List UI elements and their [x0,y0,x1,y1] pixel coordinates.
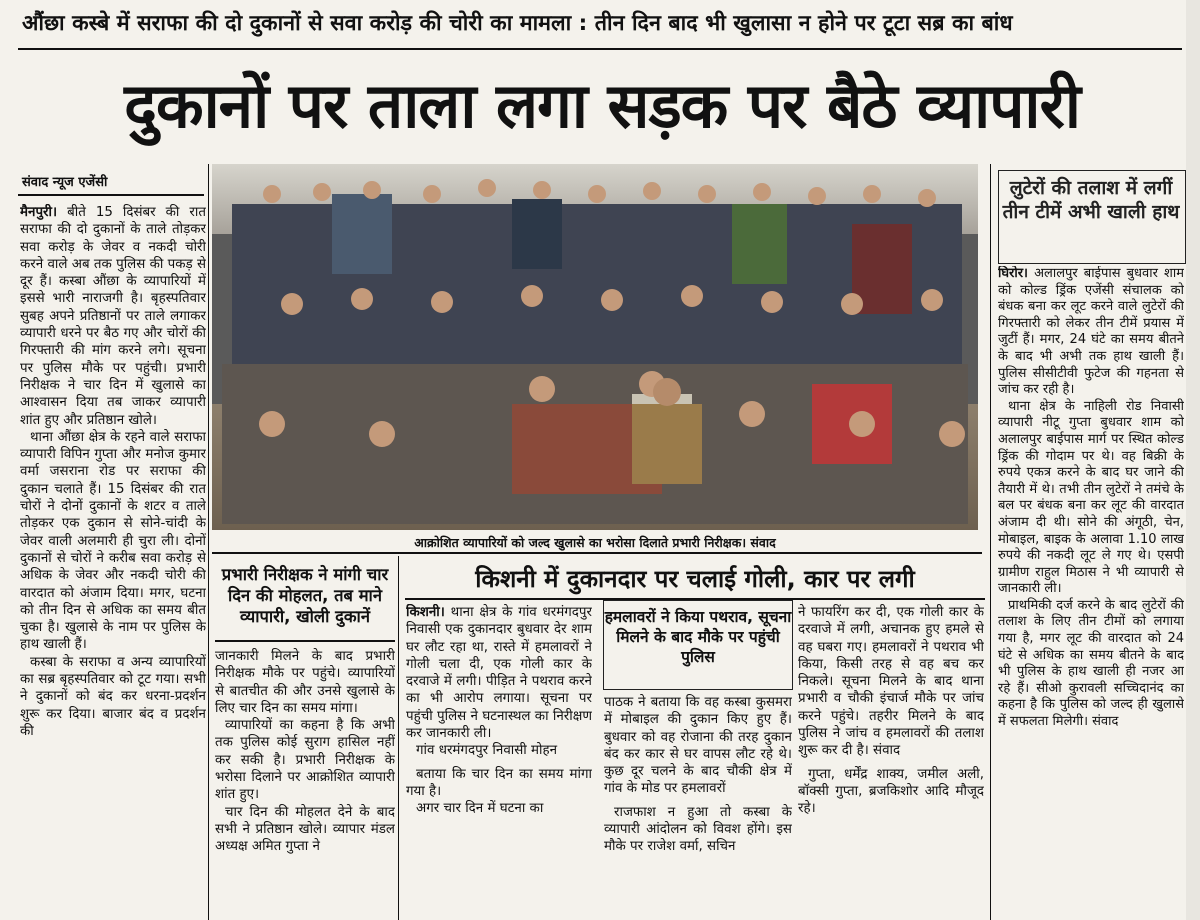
sidebar-paragraph: अलालपुर बाईपास बुधवार शाम को कोल्ड ड्रिंक एजेंसी संचालक को बंधक बना कर लूट करने वाले लुटेरों की गिरफ्तारी को लेकर तीन टीमें प्रयास में जुटीं हैं। मगर, 24 घंटे का समय बीतने के बाद भी अभी तक हाथ खाली हैं। पुलिस सीसीटीवी फुटेज की गहनता से जांच कर रही है। [998,266,1184,398]
dateline: मैनपुरी। [20,205,58,220]
story-paragraph: कस्बा के सराफा व अन्य व्यापारियों का सब्र बृहस्पतिवार को टूट गया। सभी ने दुकानों को बंद कर धरना-प्रदर्शन शुरू कर दिया। बाजार बंद व प्रदर्शन की [20,654,206,739]
sidebar-column [998,266,1184,906]
byline-rule [18,194,204,196]
substory-column [215,648,395,918]
story-paragraph: थाना औंछा क्षेत्र के रहने वाले सराफा व्यापारी विपिन गुप्ता और मनोज कुमार वर्मा जसराना रोड पर सराफा की दुकान चलाते हैं। 15 दिसंबर की रात चोरों ने दोनों दुकानों के शटर व ताले तोड़कर एक दुकान से सोने-चांदी के जेवर वाली अलमारी ही चुरा ली। दोनों दुकानों से चोरों ने करीब सवा करोड़ से अधिक के जेवर और नकदी चोरी की वारदात को अंजाम दिया। मगर, घटना को तीन दिन से अधिक का समय बीत चुका है। खुलासे के नाम पर पुलिस के हाथ खाली हैं। [20,429,206,653]
story2-boxed-subhead: हमलावरों ने किया पथराव, सूचना मिलने के बाद मौके पर पहुंची पुलिस [603,600,793,690]
kicker-strapline: औंछा कस्बे में सराफा की दो दुकानों से सवा करोड़ की चोरी का मामला : तीन दिन बाद भी खुलासा न होने पर टूटा सब्र का बांध [22,11,1013,36]
column-divider [990,164,991,920]
adjacent-page-edge [1186,0,1200,920]
story2-headline: किशनी में दुकानदार पर चलाई गोली, कार पर लगी [475,565,915,593]
story2-paragraph: बताया कि चार दिन का समय मांगा गया है। [406,766,592,799]
crowd-seated [222,364,968,524]
story2-paragraph: गांव धरमंगदपुर निवासी मोहन [416,743,558,759]
story2-paragraph: थाना क्षेत्र के गांव धरमंगदपुर निवासी एक दुकानदार बुधवार देर शाम घर लौट रहा था, रास्ते में हमलावरों ने गोली चला दी, एक गोली कार के दरवाजे में लगी। पीड़ित ने पथराव करने का भी आरोप लगाया। सूचना पर पहुंची पुलिस ने घटनास्थल का निरीक्षण कर जानकारी ली। [406,605,592,742]
story2-dateline: किशनी। [406,605,445,620]
story2-paragraph: अगर चार दिन में घटना का [416,801,544,817]
story2-column-3 [798,604,984,920]
story2-paragraph: ने फायरिंग कर दी, एक गोली कार के दरवाजे में लगी, अचानक हुए हमले से वह घबरा गए। हमलावरों ने पथराव भी किया, किसी तरह से वह बच कर निकले। सूचना मिलने के बाद थाना प्रभारी व चौकी इंचार्ज मौके पर जांच करने पहुंचे। तहरीर मिलने के बाद पुलिस ने जांच व हमलावरों की तलाश शुरू कर दी है। संवाद [798,605,984,759]
main-headline: दुकानों पर ताला लगा सड़क पर बैठे व्यापारी [124,69,1080,142]
sidebar-paragraph: प्राथमिकी दर्ज करने के बाद लुटेरों की तलाश के लिए तीन टीमों को लगाया गया है, मगर लूट की वारदात को 24 घंटे से अधिक का समय बीतने के बाद भी पुलिस के हाथ खाली ही नजर आ रहे हैं। सीओ कुरावली सच्चिदानंद का कहना है कि पुलिस को जल्द ही खुलासे में सफलता मिलेगी। संवाद [998,597,1184,730]
story2-column-2 [604,694,792,920]
column-divider [398,556,399,920]
caption-rule [212,552,982,554]
top-rule [18,48,1182,50]
story2-column-1 [406,604,592,920]
protest-photo [212,164,978,530]
main-story-column [20,204,206,920]
column-divider [208,164,209,920]
byline: संवाद न्यूज एजेंसी [22,175,108,190]
substory-paragraph: व्यापारियों का कहना है कि अभी तक पुलिस कोई सुराग हासिल नहीं कर सकी है। प्रभारी निरीक्षक के भरोसा दिलाने पर आक्रोशित व्यापारी शांत हुए। [215,718,395,803]
crowd-illustration [212,164,978,530]
photo-caption: आक्रोशित व्यापारियों को जल्द खुलासे का भरोसा दिलाते प्रभारी निरीक्षक। संवाद [414,535,776,550]
substory-rule [215,640,395,642]
substory-paragraph: जानकारी मिलने के बाद प्रभारी निरीक्षक मौके पर पहुंचे। व्यापारियों से बातचीत की और उनसे खुलासे के लिए चार दिन का समय मांगा। [215,649,395,716]
substory-paragraph: चार दिन की मोहलत देने के बाद सभी ने प्रतिष्ठान खोले। व्यापार मंडल अध्यक्ष अमित गुप्ता ने [215,804,395,855]
sidebar-dateline: घिरोर। [998,266,1028,281]
story2-paragraph: गुप्ता, धर्मेंद्र शाक्य, जमील अली, बॉक्सी गुप्ता, ब्रजकिशोर आदि मौजूद रहे। [798,766,984,817]
story2-paragraph: पाठक ने बताया कि वह कस्बा कुसमरा में मोबाइल की दुकान किए हुए हैं। बुधवार को वह रोजाना की तरह दुकान बंद कर कार से घर वापस लौट रहे थे। कुछ दूर चलने के बाद चौकी क्षेत्र में गांव के मोड पर हमलावरों [604,695,792,797]
story2-paragraph: राजफाश न हुआ तो कस्बा के व्यापारी आंदोलन को विवश होंगे। इस मौके पर राजेश वर्मा, सचिन [604,804,792,855]
sidebar-headline: लुटेरों की तलाश में लगीं तीन टीमें अभी खाली हाथ [1002,177,1180,223]
story-paragraph: बीते 15 दिसंबर की रात सराफा की दो दुकानों के ताले तोड़कर सवा करोड़ के जेवर व नकदी चोरी करने वाले अब तक पुलिस की पकड़ से दूर हैं। कस्बा औंछा के व्यापारियों में इससे भारी नाराजगी है। बृहस्पतिवार सुबह अपने प्रतिष्ठानों पर ताले लगाकर व्यापारी धरने पर बैठ गए और चोरों की गिरफ्तारी की मांग करने लगे। सूचना पर पुलिस मौके पर पहुंची। प्रभारी निरीक्षक ने चार दिन में खुलासे का आश्वासन दिया तब जाकर व्यापारी शांत हुए और प्रतिष्ठान खोले। [20,205,206,428]
substory-heading: प्रभारी निरीक्षक ने मांगी चार दिन की मोहलत, तब माने व्यापारी, खोली दुकानें [221,565,389,626]
sidebar-paragraph: थाना क्षेत्र के नाहिली रोड निवासी व्यापारी नीटू गुप्ता बुधवार शाम को अलालपुर बाईपास मार्ग पर स्थित कोल्ड ड्रिंक की गोदाम पर थे। वह बिक्री के रुपये एकत्र करने के बाद घर जाने की तैयारी में थे। तभी तीन लुटेरों ने तमंचे के बल पर बंधक बना कर लूट की वारदात अंजाम दी थी। सोने की अंगूठी, चेन, मोबाइल, बाइक के अलावा 1.10 लाख रुपये की नकदी लूट ले गए थे। एसपी ग्रामीण राहुल मिठास ने भी व्यापारी से जानकारी ली। [998,398,1184,597]
